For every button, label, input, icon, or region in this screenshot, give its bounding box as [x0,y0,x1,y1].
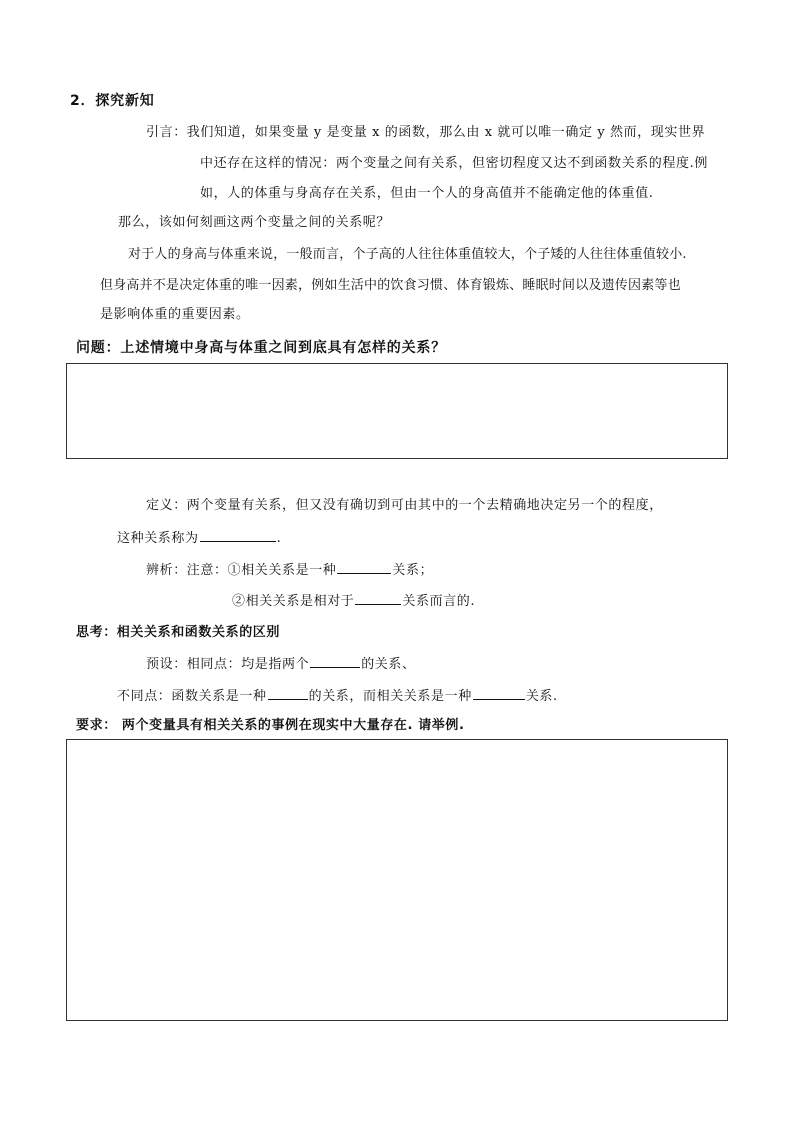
preset-suffix: 的关系、 [361,657,416,672]
definition-line-1: 定义：两个变量有关系，但又没有确切到可由其中的一个去精确地决定另一个的程度， [146,498,663,513]
intro-line-6: 但身高并不是决定体重的唯一因素，例如生活中的饮食习惯、体育锻炼、睡眠时间以及遗传因素等也 [100,278,681,293]
difference-blank-2[interactable] [473,686,525,700]
difference-blank-1[interactable] [268,686,308,700]
analysis-1-prefix: 辨析：注意：①相关关系是一种 [146,563,337,578]
intro-line-4: 那么，该如何刻画这两个变量之间的关系呢？ [118,215,391,230]
analysis-blank-1[interactable] [337,560,391,574]
definition-suffix: . [276,531,282,546]
intro-line-7: 是影响体重的重要因素。 [100,307,250,322]
definition-blank[interactable] [200,528,276,542]
preset-blank[interactable] [310,654,360,668]
intro-line-3: 如，人的体重与身高存在关系，但由一个人的身高值并不能确定他的体重值. [200,186,654,201]
definition-line-2 [117,528,281,548]
analysis-blank-2[interactable] [355,591,401,605]
analysis-1-suffix: 关系； [392,563,434,578]
think-heading: 思考：相关关系和函数关系的区别 [76,625,281,640]
analysis-line-2 [232,591,475,611]
difference-line [117,686,558,706]
requirement-heading: 要求： 两个变量具有相关关系的事例在现实中大量存在. 请举例. [76,718,465,733]
preset-prefix: 预设：相同点：均是指两个 [146,657,310,672]
analysis-2-prefix: ②相关关系是相对于 [232,594,355,609]
section-title: 2．探究新知 [70,93,155,109]
preset-line [146,654,416,674]
difference-suffix: 关系. [525,689,558,704]
difference-prefix: 不同点：函数关系是一种 [117,689,267,704]
intro-line-5: 对于人的身高与体重来说，一般而言，个子高的人往往体重值较大，个子矮的人往往体重值较小. [128,247,687,262]
analysis-line-1 [146,560,433,580]
difference-middle: 的关系，而相关关系是一种 [308,689,472,704]
question-answer-box[interactable] [66,363,728,459]
definition-prefix: 这种关系称为 [117,531,199,546]
analysis-2-suffix: 关系而言的. [402,594,476,609]
intro-line-1: 引言：我们知道，如果变量 y 是变量 x 的函数，那么由 x 就可以唯一确定 y 然而，现实世界 [146,125,706,140]
requirement-answer-box[interactable] [66,739,728,1021]
question-heading: 问题：上述情境中身高与体重之间到底具有怎样的关系？ [76,340,446,356]
intro-line-2: 中还存在这样的情况：两个变量之间有关系，但密切程度又达不到函数关系的程度.例 [200,156,708,171]
